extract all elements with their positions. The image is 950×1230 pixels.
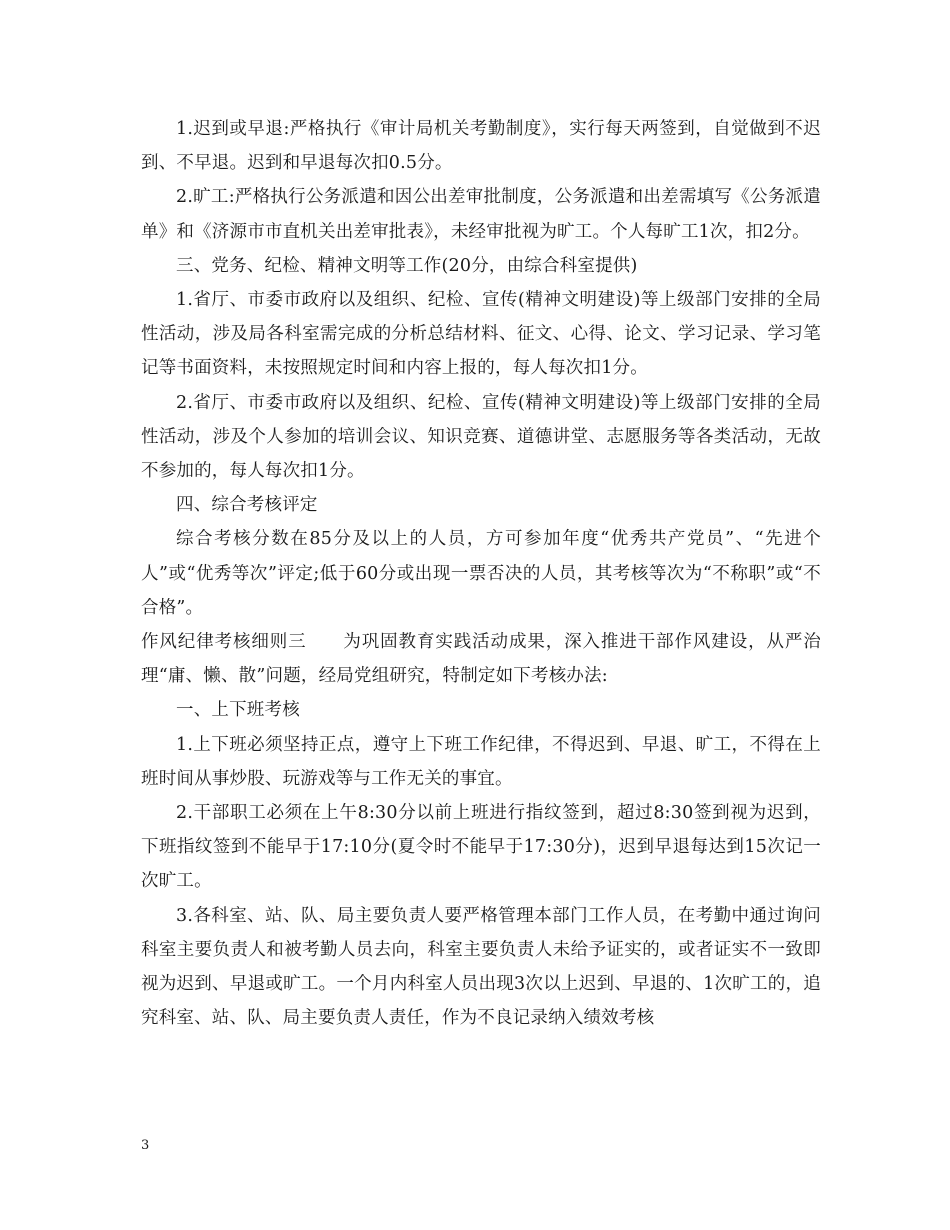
paragraph: 1.迟到或早退:严格执行《审计局机关考勤制度》，实行每天两签到，自觉做到不迟到、不早退。迟到和早退每次扣0.5分。	[141, 119, 821, 174]
paragraph: 2.干部职工必须在上午8:30分以前上班进行指纹签到，超过8:30签到视为迟到，下班指纹签到不能早于17:10分(夏令时不能早于17:30分)，迟到早退每达到15次记一次旷工。	[141, 803, 821, 892]
paragraph: 1.省厅、市委市政府以及组织、纪检、宣传(精神文明建设)等上级部门安排的全局性活动，涉及局各科室需完成的分析总结材料、征文、心得、论文、学习记录、学习笔记等书面资料，未按照规定时间和内容上报的，每人每次扣1分。	[141, 290, 821, 379]
section-heading: 四、综合考核评定	[176, 495, 318, 516]
section-heading: 三、党务、纪检、精神文明等工作(20分，由综合科室提供)	[176, 255, 638, 276]
paragraph: 作风纪律考核细则三 为巩固教育实践活动成果，深入推进干部作风建设，从严治理“庸、懒、散”问题，经局党组研究，特制定如下考核办法:	[141, 632, 821, 687]
paragraph: 综合考核分数在85分及以上的人员，方可参加年度“优秀共产党员”、“先进个人”或“优秀等次”评定;低于60分或出现一票否决的人员，其考核等次为“不称职”或“不合格”。	[141, 529, 821, 618]
paragraph: 2.旷工:严格执行公务派遣和因公出差审批制度，公务派遣和出差需填写《公务派遣单》和《济源市市直机关出差审批表》，未经审批视为旷工。个人每旷工1次，扣2分。	[141, 187, 821, 242]
paragraph: 1.上下班必须坚持正点，遵守上下班工作纪律，不得迟到、早退、旷工，不得在上班时间从事炒股、玩游戏等与工作无关的事宜。	[141, 734, 821, 789]
paragraph: 3.各科室、站、队、局主要负责人要严格管理本部门工作人员，在考勤中通过询问科室主要负责人和被考勤人员去向，科室主要负责人未给予证实的，或者证实不一致即视为迟到、早退或旷工。一个月内科室人员出现3次以上迟到、早退的、1次旷工的，追究科室、站、队、局主要负责人责任，作为不良记录纳入绩效考核	[141, 905, 821, 1029]
section-heading: 一、上下班考核	[176, 700, 300, 721]
paragraph: 2.省厅、市委市政府以及组织、纪检、宣传(精神文明建设)等上级部门安排的全局性活动，涉及个人参加的培训会议、知识竞赛、道德讲堂、志愿服务等各类活动，无故不参加的，每人每次扣1分。	[141, 392, 821, 482]
page-number: 3	[141, 1138, 150, 1153]
document-body	[141, 112, 821, 1035]
